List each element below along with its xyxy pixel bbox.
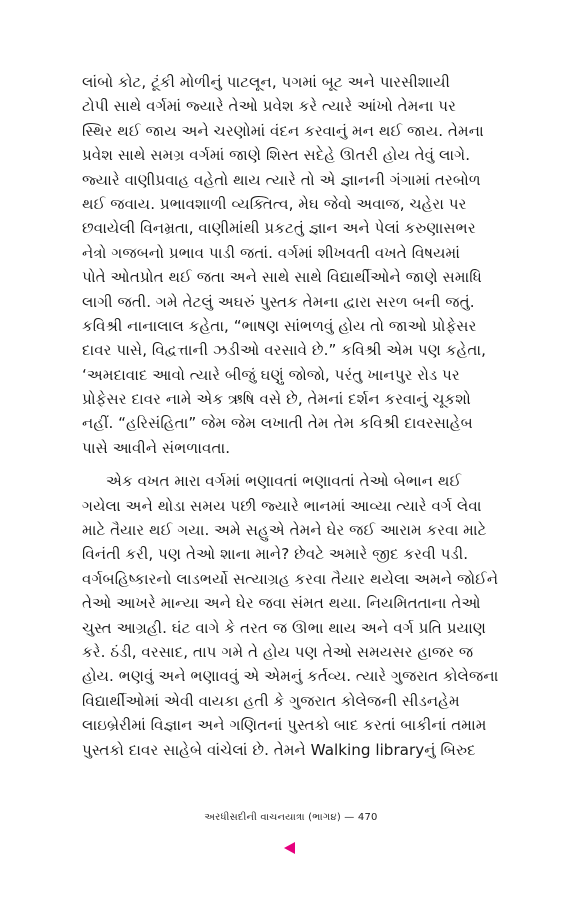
paragraph-2 [82,469,505,762]
page-body [82,70,505,762]
text-line: કરે. ઠંડી, વરસાદ, તાપ ગમે તે હોય પણ તેઓ સમયસર હાજર જ [82,642,474,661]
text-line: કવિશ્રી નાનાલાલ કહેતા, “ભાષણ સાંભળવું હોય તો જાઓ પ્રોફેસર [82,316,477,335]
text-line: પ્રવેશ સાથે સમગ્ર વર્ગમાં જાણે શિસ્ત સદેહે ઊતરી હોય તેવું લાગે. [82,146,471,165]
text-line: લાંબો કોટ, ટૂંકી મોળીનું પાટલૂન, પગમાં બૂટ અને પારસીશાયી [82,73,451,91]
text-line: લાગી જતી. ગમે તેટલું અઘરું પુસ્તક તેમના દ્વારા સરળ બની જતું. [82,292,475,311]
text-line: ગયેલા અને થોડા સમય પછી જ્યારે ભાનમાં આવ્યા ત્યારે વર્ગ લેવા [82,496,482,515]
text-line: લાઇબ્રેરીમાં વિજ્ઞાન અને ગણિતનાં પુસ્તકો બાદ કરતાં બાકીનાં તમામ [82,716,487,735]
text-line: ચુસ્ત આગ્રહી. ઘંટ વાગે કે તરત જ ઊભા થાય અને વર્ગ પ્રતિ પ્રયાણ [82,618,487,637]
text-line: વિનંતી કરી, પણ તેઓ શાના માને? છેવટે અમારે જીદ કરવી પડી. [82,545,469,564]
text-line: જ્યારે વાણીપ્રવાહ વહેતો થાય ત્યારે તો એ જ્ઞાનની ગંગામાં તરબોળ [82,170,481,189]
page-footer: અરધીસદીની વાચનયાત્રા (ભાગ૪) — 470 [204,812,378,823]
paragraph-gap [82,460,505,469]
paragraph-1 [82,70,505,460]
text-line: નેત્રો ગજબનો પ્રભાવ પાડી જતાં. વર્ગમાં શીખવતી વખતે વિષયમાં [82,243,460,262]
text-line: ટોપી સાથે વર્ગમાં જ્યારે તેઓ પ્રવેશ કરે ત્યારે આંખો તેમના પર [82,97,457,116]
text-line: પાસે આવીને સંભળાવતા. [82,438,231,457]
text-line: દાવર પાસે, વિદ્વત્તાની ઝડીઓ વરસાવે છે.” કવિશ્રી એમ પણ કહેતા, [82,341,486,360]
text-line: માટે તૈયાર થઈ ગયા. અમે સહુએ તેમને ઘેર જઈ આરામ કરવા માટે [82,521,487,540]
previous-page-arrow-icon [282,840,298,856]
text-line: તેઓ આખરે માન્યા અને ઘેર જવા સંમત થયા. નિયમિતતાના તેઓ [82,594,481,613]
text-line: વિદ્યાર્થીઓમાં એવી વાયકા હતી કે ગુજરાત કોલેજની સીડનહેમ [82,691,460,710]
text-line: વર્ગબહિષ્કારનો લાડભર્યો સત્યાગ્રહ કરવા તૈયાર થયેલા અમને જોઈને [82,569,499,588]
text-line: ‘અમદાવાદ આવો ત્યારે બીજું ઘણું જોજો, પરંતુ ખાનપુર રોડ પર [82,365,460,384]
text-line: પોતે ઓતપ્રોત થઈ જતા અને સાથે સાથે વિદ્યાર્થીઓને જાણે સમાધિ [82,268,482,287]
text-line: છવાયેલી વિનમ્રતા, વાણીમાંથી પ્રકટતું જ્ઞાન અને પેલાં કરુણાસભર [82,219,476,238]
text-line: થઈ જવાય. પ્રભાવશાળી વ્યક્તિત્વ, મેઘ જેવો અવાજ, ચહેરા પર [82,194,467,213]
text-line: હોય. ભણવું અને ભણાવવું એ એમનું કર્તવ્ય. ત્યારે ગુજરાત કોલેજના [82,667,499,686]
text-line: પુસ્તકો દાવર સાહેબે વાંચેલાં છે. તેમને Walking libraryનું બિરુદ [82,740,476,759]
text-line: નહીં. “હરિસંહિતા” જેમ જેમ લખાતી તેમ તેમ કવિશ્રી દાવરસાહેબ [82,414,473,433]
text-line: પ્રોફેસર દાવર નામે એક ઋષિ વસે છે, તેમનાં દર્શન કરવાનું ચૂકશો [82,390,471,409]
previous-page-button[interactable] [282,840,298,856]
text-line: સ્થિર થઈ જાય અને ચરણોમાં વંદન કરવાનું મન થઈ જાય. તેમના [82,121,484,140]
text-line: એક વખત મારા વર્ગમાં ભણાવતાં ભણાવતાં તેઓ બેભાન થઈ [106,472,462,491]
